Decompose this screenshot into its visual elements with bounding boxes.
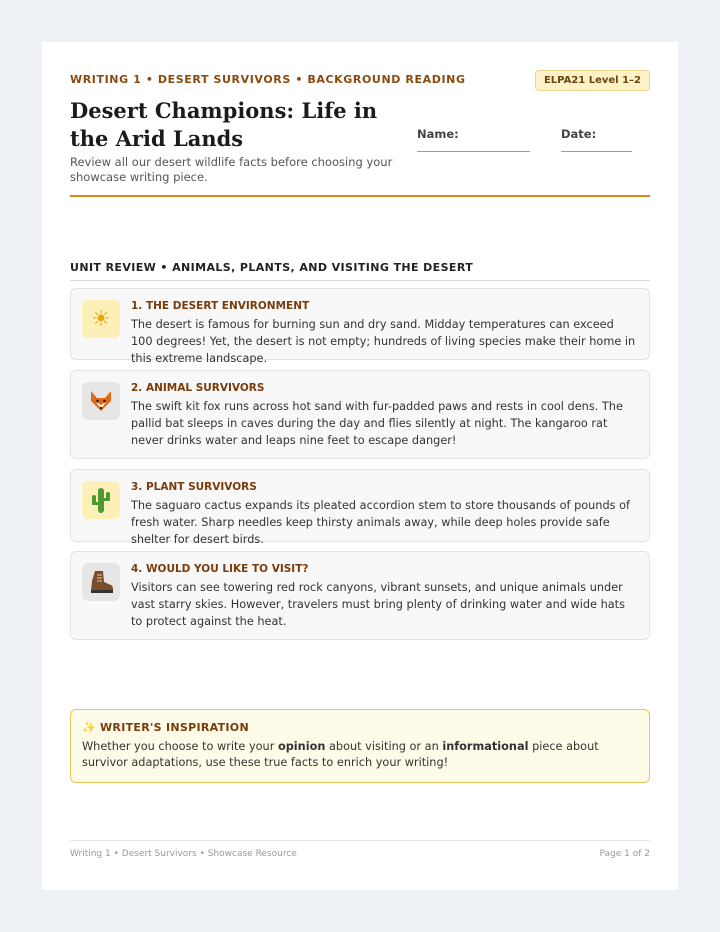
inspiration-text: Whether you choose to write your <box>82 740 278 753</box>
card-body: The swift kit fox runs across hot sand with fur-padded paws and rests in cool dens. The pallid bat sleeps in caves during the day and flies silently at night. The kangaroo rat never drinks water and leaps nine feet to escape danger! <box>131 400 623 447</box>
inspiration-text: piece about survivor adaptations, use these true facts to enrich your writing! <box>82 740 599 769</box>
cactus-icon <box>82 481 120 519</box>
inspiration-emphasis-opinion: opinion <box>277 740 326 753</box>
writers-inspiration-box <box>70 709 650 783</box>
sun-icon: ☀ <box>82 300 120 338</box>
footer-course-label: Writing 1 • Desert Survivors • Showcase Resource <box>70 849 297 859</box>
footer-divider <box>70 840 650 841</box>
name-label: Name: <box>417 127 459 141</box>
card-title: 3. PLANT SURVIVORS <box>131 481 257 493</box>
card-title: 1. THE DESERT ENVIRONMENT <box>131 300 310 312</box>
inspiration-body <box>82 739 639 771</box>
fact-card-animals <box>70 370 650 459</box>
card-body: Visitors can see towering red rock canyons, vibrant sunsets, and unique animals under vast starry skies. However, travelers must bring plenty of drinking water and wide hats to protect against the heat. <box>131 581 625 628</box>
card-title: 2. ANIMAL SURVIVORS <box>131 382 265 394</box>
unit-kicker: WRITING 1 • DESERT SURVIVORS • BACKGROUND READING <box>70 73 466 86</box>
section-heading: UNIT REVIEW • ANIMALS, PLANTS, AND VISITING THE DESERT <box>70 261 650 281</box>
name-field[interactable] <box>417 151 530 152</box>
inspiration-heading <box>82 721 249 734</box>
date-field[interactable] <box>561 151 632 152</box>
worksheet-page <box>42 42 678 890</box>
card-title: 4. WOULD YOU LIKE TO VISIT? <box>131 563 309 575</box>
card-body: The saguaro cactus expands its pleated accordion stem to store thousands of pounds of fresh water. Sharp needles keep thirsty animals away, while deep holes provide safe shelter for desert birds. <box>131 499 631 546</box>
sparkle-icon: ✨ <box>82 721 96 734</box>
inspiration-title: WRITER'S INSPIRATION <box>100 721 249 734</box>
card-body: The desert is famous for burning sun and dry sand. Midday temperatures can exceed 100 degrees! Yet, the desert is not empty; hundreds of living species make their home in this extreme landscape. <box>131 318 636 365</box>
inspiration-text: about visiting or an <box>325 740 443 753</box>
level-badge: ELPA21 Level 1–2 <box>535 70 650 91</box>
page-subtitle: Review all our desert wildlife facts before choosing your showcase writing piece. <box>70 155 393 184</box>
header-divider <box>70 195 650 197</box>
fox-icon <box>82 382 120 420</box>
fact-card-visit <box>70 551 650 640</box>
fact-card-environment <box>70 288 650 365</box>
hiking-boot-icon <box>82 563 120 601</box>
date-label: Date: <box>561 127 597 141</box>
page-number: Page 1 of 2 <box>599 849 650 859</box>
inspiration-emphasis-informational: informational <box>442 740 529 753</box>
page-title: Desert Champions: Life in the Arid Lands <box>70 98 378 151</box>
fact-card-plants <box>70 469 650 546</box>
